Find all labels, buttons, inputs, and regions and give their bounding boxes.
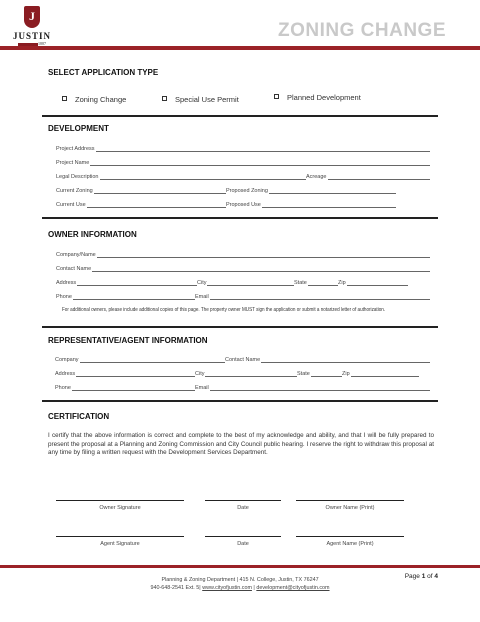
field-owner-address[interactable]: Address City State Zip [56,277,408,287]
owner-name-field[interactable]: Owner Name (Print) [296,500,404,511]
section-divider [42,217,438,219]
field-owner-company[interactable]: Company/Name [56,249,430,259]
field-owner-state-label: State [294,280,307,286]
certification-statement: I certify that the above information is correct and complete to the best of my acknowledge and ability, and that I will be fully prepared to present the proposal at a Planning and Zoning Commission and City Council public hearing. I reserve the right to withdraw this proposal at any time by filing a written request with the Development Services Department. [48,432,434,457]
logo-name: JUSTIN [12,31,51,41]
email-link[interactable]: development@cityofjustin.com [256,585,330,591]
field-rep-zip-label: Zip [342,371,350,377]
agent-signature-field[interactable]: Agent Signature [56,536,184,547]
field-rep-address[interactable]: Address City State Zip [55,368,419,378]
field-rep-contact-label: Contact Name [225,357,261,363]
footer-rule [0,565,480,568]
checkbox-icon[interactable] [62,96,67,101]
section-divider [42,115,438,117]
agent-name-field[interactable]: Agent Name (Print) [296,536,404,547]
field-current-use[interactable]: Current Use Proposed Use [56,199,396,209]
field-rep-city-label: City [195,371,205,377]
logo-year: 1887 [38,41,46,46]
application-type-options [62,95,422,107]
section-title-certification: CERTIFICATION [48,412,110,421]
section-title-representative: REPRESENTATIVE/AGENT INFORMATION [48,336,208,345]
section-title-application-type: SELECT APPLICATION TYPE [48,68,159,77]
website-link[interactable]: www.cityofjustin.com [202,585,252,591]
field-legal-description[interactable]: Legal Description Acreage [56,171,430,181]
section-divider [42,400,438,402]
checkbox-special-use-permit[interactable]: Special Use Permit [162,95,239,104]
owner-date-field[interactable]: Date [205,500,281,511]
field-proposed-zoning-label: Proposed Zoning [226,188,268,194]
field-owner-contact[interactable]: Contact Name [56,263,430,273]
page-number: Page 1 of 4 [404,573,438,580]
agent-date-field[interactable]: Date [205,536,281,547]
shield-icon [24,6,40,28]
additional-owners-note: For additional owners, please include additional copies of this page. The property owner MUST sign the application or submit a notarized letter of authorization. [62,306,386,313]
field-rep-state-label: State [297,371,310,377]
checkbox-planned-development[interactable]: Planned Development [274,93,361,102]
footer-address: Planning & Zoning Department | 415 N. College, Justin, TX 76247 [161,577,319,583]
checkbox-zoning-change[interactable]: Zoning Change [62,95,126,104]
field-owner-email-label: Email [195,294,209,300]
city-logo [10,6,54,46]
checkbox-icon[interactable] [162,96,167,101]
field-proposed-use-label: Proposed Use [226,202,261,208]
checkbox-icon[interactable] [274,94,279,99]
field-acreage-label: Acreage [306,174,327,180]
field-current-zoning[interactable]: Current Zoning Proposed Zoning [56,185,396,195]
field-owner-phone[interactable]: Phone Email [56,291,430,301]
field-rep-company[interactable]: Company Contact Name [55,354,430,364]
section-divider [42,326,438,328]
owner-signature-field[interactable]: Owner Signature [56,500,184,511]
field-rep-email-label: Email [195,385,209,391]
field-project-name[interactable]: Project Name [56,157,430,167]
field-project-address[interactable]: Project Address [56,143,430,153]
page-title: ZONING CHANGE [278,20,446,41]
footer-contact: 940-648-2541 Ext. 5| www.cityofjustin.com | development@cityofjustin.com [150,585,330,591]
field-owner-city-label: City [197,280,207,286]
header-rule [0,46,480,50]
field-rep-phone[interactable]: Phone Email [55,382,430,392]
section-title-owner: OWNER INFORMATION [48,230,137,239]
field-owner-zip-label: Zip [338,280,346,286]
section-title-development: DEVELOPMENT [48,124,109,133]
